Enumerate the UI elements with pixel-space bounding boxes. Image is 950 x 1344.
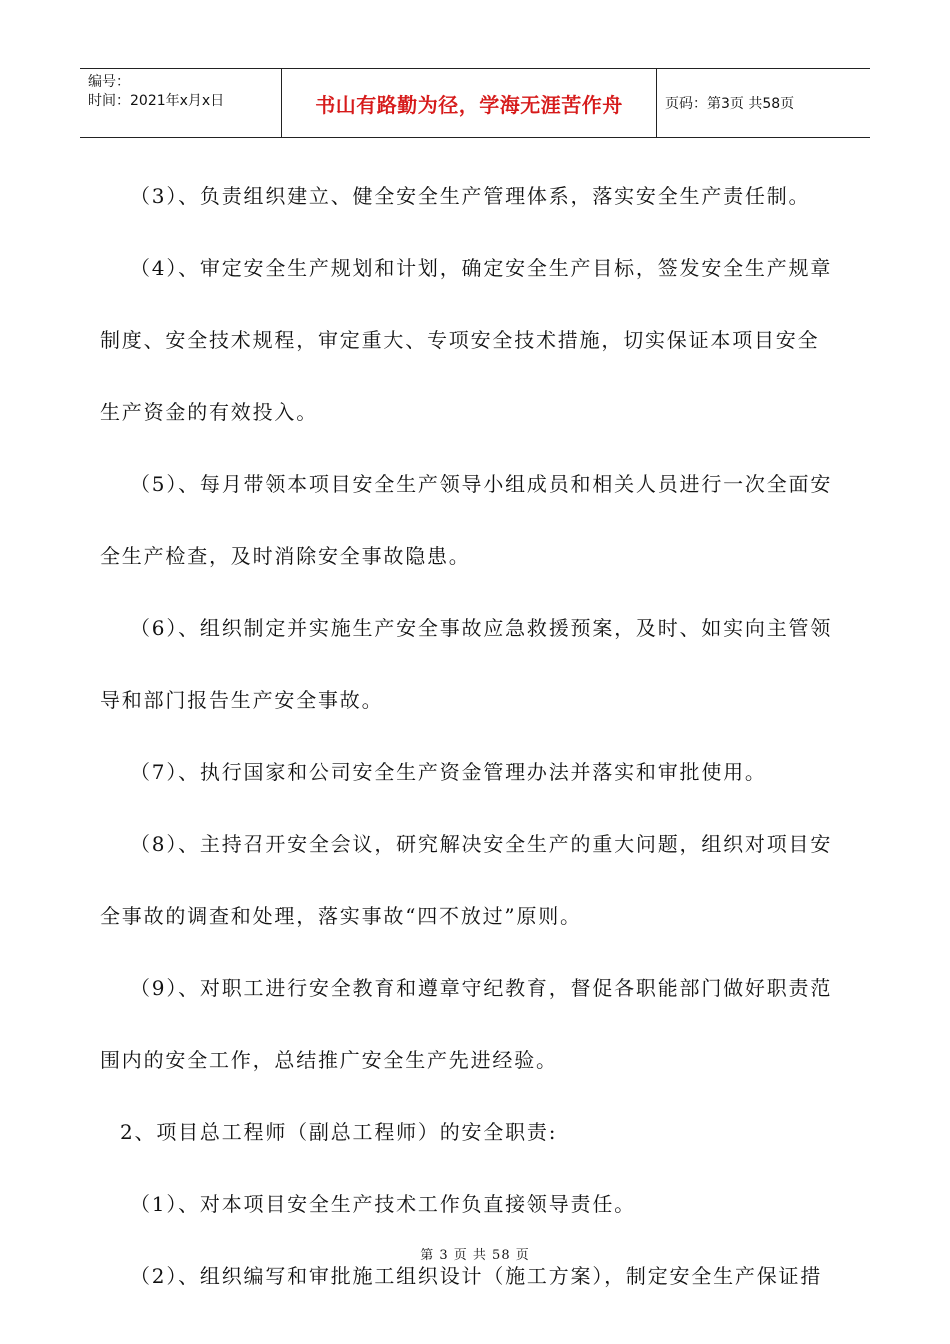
paragraph-line: （6）、组织制定并实施生产安全事故应急救援预案，及时、如实向主管领 — [130, 616, 833, 640]
paragraph-line: （7）、执行国家和公司安全生产资金管理办法并落实和审批使用。 — [130, 760, 767, 784]
document-number-label: 编号： — [88, 74, 130, 90]
header-motto: 书山有路勤为径，学海无涯苦作舟 — [282, 69, 657, 137]
paragraph-line: （2）、组织编写和审批施工组织设计（施工方案），制定安全生产保证措 — [130, 1264, 823, 1288]
document-date: 时间：2021年x月x日 — [88, 93, 225, 109]
page-footer: 第 3 页 共 58 页 — [420, 1248, 530, 1263]
header-page-code: 页码：第3页 共58页 — [665, 96, 795, 112]
paragraph-line: （5）、每月带领本项目安全生产领导小组成员和相关人员进行一次全面安 — [130, 472, 833, 496]
paragraph-line: （9）、对职工进行安全教育和遵章守纪教育，督促各职能部门做好职责范 — [130, 976, 833, 1000]
page-header — [80, 68, 870, 138]
paragraph-line: （3）、负责组织建立、健全安全生产管理体系，落实安全生产责任制。 — [130, 184, 811, 208]
paragraph-line: 全生产检查，及时消除安全事故隐患。 — [100, 544, 471, 568]
document-body — [100, 160, 860, 1312]
paragraph-line: 导和部门报告生产安全事故。 — [100, 688, 384, 712]
paragraph-line: （8）、主持召开安全会议，研究解决安全生产的重大问题，组织对项目安 — [130, 832, 833, 856]
paragraph-line: 全事故的调查和处理，落实事故“四不放过”原则。 — [100, 904, 582, 928]
paragraph-line: 制度、安全技术规程，审定重大、专项安全技术措施，切实保证本项目安全 — [100, 328, 820, 352]
paragraph-line: 围内的安全工作，总结推广安全生产先进经验。 — [100, 1048, 558, 1072]
paragraph-line: 生产资金的有效投入。 — [100, 400, 318, 424]
paragraph-line: （4）、审定安全生产规划和计划，确定安全生产目标，签发安全生产规章 — [130, 256, 833, 280]
header-info-cell — [80, 69, 282, 137]
section-heading: 2、项目总工程师（副总工程师）的安全职责: — [120, 1120, 558, 1144]
paragraph-line: （1）、对本项目安全生产技术工作负直接领导责任。 — [130, 1192, 636, 1216]
